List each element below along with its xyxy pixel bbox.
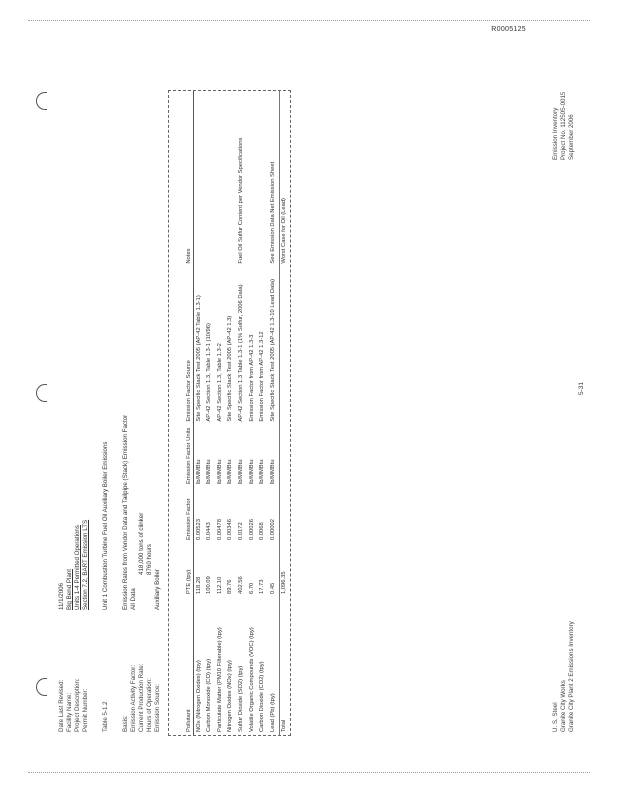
top-dotted-edge	[28, 20, 590, 21]
cell-notes: Fuel Oil Sulfur Content per Vendor Specifications	[238, 137, 245, 264]
col-header-factor: Emission Factor	[169, 487, 194, 543]
table-ref-label: Table 5-1.2	[102, 701, 109, 732]
footer-right-line-1: Emission Inventory	[552, 107, 559, 160]
col-header-pollutant: Pollutant	[169, 597, 194, 735]
cell-pte: 100.09	[206, 576, 213, 594]
footer-right-line-2: Project No. 112505-0015	[560, 91, 567, 160]
cell-pte: 118.28	[195, 576, 202, 594]
table-row	[226, 91, 237, 735]
cell-units: lb/MMBtu	[195, 459, 202, 484]
cell-source: Site Specific Stack Test 2005 (AP-42 1.3)	[227, 315, 234, 422]
cell-units: lb/MMBtu	[206, 459, 213, 484]
cell-notes	[247, 91, 258, 267]
footer-right-line-3: September 2006	[568, 114, 575, 160]
col-header-pte: PTE (tpy)	[169, 543, 194, 597]
table-total-row	[279, 91, 290, 735]
cell-factor: 0.00478	[216, 519, 223, 540]
header-value-date: 11/1/2006	[58, 582, 65, 610]
footer-left-line-3: Granite City Plant 2 Emissions Inventory	[568, 621, 575, 732]
cell-source: Site Specific Stack Test 2005 (AP-42 1.3-10 Lead Data)	[269, 278, 276, 422]
cell-pte: 0.45	[269, 582, 276, 594]
cell-pollutant: Particulate Matter (PM10 Filterable) (tpy)	[216, 627, 223, 732]
cell-pollutant: Nitrogen Oxides (NOx) (tpy)	[227, 660, 234, 732]
cell-factor: 0.0068	[259, 522, 266, 540]
basis-value-1: All Data	[130, 588, 137, 610]
basis-value-0: Emission Rates from Vendor Data and Tailpipe (Stack) Emission Factor	[122, 414, 129, 610]
table-row	[194, 91, 205, 735]
basis-label-1: Emission Activity Factor:	[130, 664, 137, 732]
table-row	[258, 91, 269, 735]
cell-pollutant: Lead (Pb) (tpy)	[269, 693, 276, 732]
cell-pollutant: Volatile Organic Compounds (VOC) (tpy)	[248, 627, 255, 732]
footer-left-line-2: Granite City Works	[560, 680, 567, 732]
cell-factor: 0.0443	[206, 522, 213, 540]
table-header-row	[169, 91, 194, 735]
cell-notes	[226, 91, 237, 267]
basis-value-2: 418,000 tons of clinker	[138, 512, 145, 575]
cell-units: lb/MMBtu	[227, 459, 234, 484]
bates-number: R0005125	[491, 26, 526, 33]
header-label-permit: Permit Number:	[82, 688, 89, 732]
cell-factor: 0.00002	[269, 519, 276, 540]
table-ref-description: Unit 1 Combustion Turbine Fuel Oil Auxiliary Boiler Emissions	[102, 441, 109, 610]
basis-label-0: Basis:	[122, 715, 129, 732]
cell-units: lb/MMBtu	[259, 459, 266, 484]
header-value-permit: Section 7.2, BART Emission LTS	[82, 519, 89, 610]
table-row	[268, 91, 279, 735]
basis-label-3: Hours of Operation:	[146, 678, 153, 732]
cell-pollutant: Carbon Monoxide (CO) (tpy)	[206, 658, 213, 732]
emissions-table-frame	[168, 90, 291, 736]
cell-notes	[215, 91, 226, 267]
cell-units: lb/MMBtu	[248, 459, 255, 484]
cell-units: lb/MMBtu	[269, 459, 276, 484]
page-number: 5-31	[578, 381, 585, 395]
cell-notes	[258, 91, 269, 267]
cell-pte: 6.70	[248, 582, 255, 594]
cell-factor: 0.0172	[238, 522, 245, 540]
basis-value-4: Auxiliary Boiler	[154, 569, 161, 610]
col-header-source: Emission Factor Source	[169, 267, 194, 425]
cell-factor: 0.00026	[248, 519, 255, 540]
cell-notes	[205, 91, 216, 267]
header-label-project: Project Description:	[74, 678, 81, 732]
header-label-facility: Facility Name:	[66, 692, 73, 732]
header-value-project: Units 1-4 Permitted Operations	[74, 525, 81, 610]
basis-value-3: 8760 hours	[146, 544, 153, 575]
table-row	[236, 91, 247, 735]
total-label: Total	[279, 597, 290, 735]
table-row	[247, 91, 258, 735]
cell-source: AP-42 Section 1.3, Table 1.3-2	[216, 343, 223, 422]
header-value-facility: Big Bend Plant	[66, 569, 73, 610]
cell-units: lb/MMBtu	[216, 459, 223, 484]
cell-source: AP-42 Section 1.3 Table 1.3-1 (1% Sulfur, 2006 Data)	[238, 284, 245, 422]
col-header-notes: Notes	[169, 91, 194, 267]
rotated-document-page	[40, 50, 600, 750]
cell-pte: 89.76	[227, 579, 234, 594]
basis-label-2: Current Production Rate:	[138, 663, 145, 732]
cell-notes	[194, 91, 205, 267]
cell-pollutant: Sulfur Dioxide (SO2) (tpy)	[238, 665, 245, 732]
cell-factor: 0.00523	[195, 519, 202, 540]
table-row	[205, 91, 216, 735]
cell-notes: See Emission Data Net Emission Sheet	[269, 161, 276, 264]
total-notes: Worst Case for Oil (Lead)	[279, 91, 290, 267]
emissions-table	[169, 91, 290, 735]
table-row	[215, 91, 226, 735]
cell-factor: 0.00346	[227, 519, 234, 540]
cell-source: AP-42 Section 1.3, Table 1.3-1 (10/96)	[206, 323, 213, 422]
cell-pte: 402.56	[238, 576, 245, 594]
col-header-units: Emission Factor Units	[169, 425, 194, 487]
cell-source: Emission Factor from AP-42 1.3-3	[248, 334, 255, 422]
cell-pollutant: Carbon Dioxide (CO2) (tpy)	[259, 661, 266, 732]
basis-label-4: Emission Source:	[154, 683, 161, 732]
cell-pte: 17.73	[259, 579, 266, 594]
cell-source: Site Specific Stack Test 2005 (AP-42 Table 1.3-1)	[195, 295, 202, 422]
cell-units: lb/MMBtu	[238, 459, 245, 484]
cell-pollutant: NOx (Nitrogen Oxides) (tpy)	[195, 660, 202, 732]
total-pte: 1,096.35	[279, 543, 290, 597]
bottom-dotted-edge	[28, 772, 590, 773]
footer-left-line-1: U. S. Steel	[552, 702, 559, 732]
header-label-date: Date Last Revised:	[58, 679, 65, 732]
cell-source: Emission Factor from AP-42 1.3-12	[259, 331, 266, 422]
cell-pte: 112.10	[216, 576, 223, 594]
